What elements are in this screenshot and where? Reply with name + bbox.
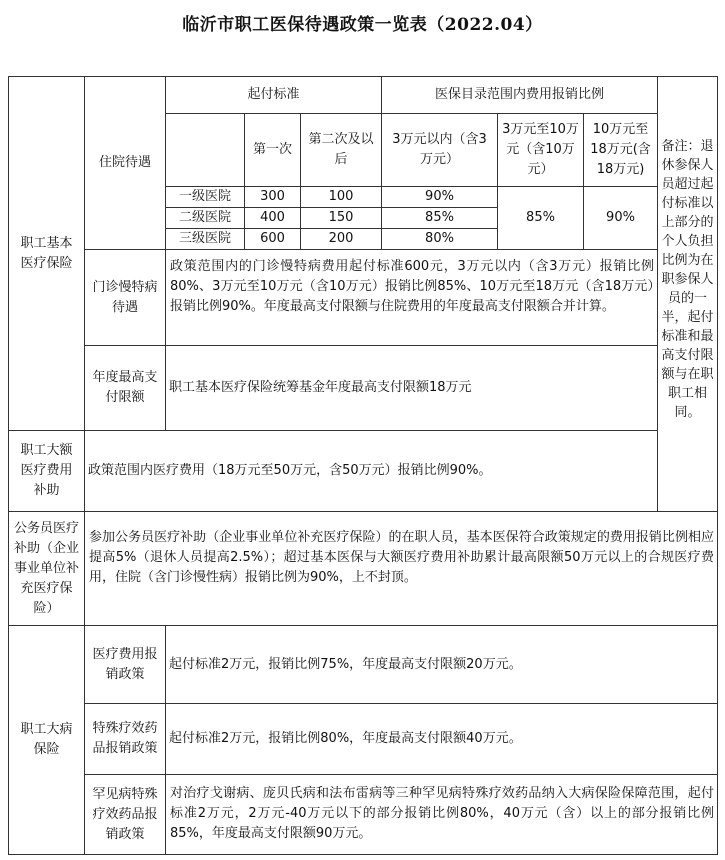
serious-rare-label-text: 罕见病特殊疗效药品报销政策 <box>92 786 158 842</box>
col-range2-header <box>497 113 584 187</box>
serious-medical-label-text: 医疗费用报销政策 <box>92 646 158 682</box>
deductible-header-text: 起付标准 <box>247 87 300 102</box>
level-name: 一级医院 <box>178 189 231 204</box>
col-second-header <box>300 113 382 187</box>
outpatient-label <box>84 249 166 346</box>
rate-value: 90% <box>425 189 454 204</box>
page-title: 临沂市职工医保待遇政策一览表（2022.04） <box>182 15 543 35</box>
table-row-level3-name <box>165 228 245 250</box>
inpatient-label <box>84 76 166 250</box>
section-large-subsidy <box>8 430 85 512</box>
table-row-level2-rate <box>381 207 498 229</box>
serious-medical-text-cell <box>165 625 718 704</box>
inpatient-label-text: 住院待遇 <box>98 155 151 170</box>
col-range3-text: 10万元至18万元(含18万元) <box>590 122 651 177</box>
outpatient-text-cell <box>165 249 658 346</box>
table-row-level3-second <box>300 228 382 250</box>
serious-rare-label <box>84 774 166 855</box>
col-first-header <box>244 113 301 187</box>
rate-10-18-value: 90% <box>606 210 635 225</box>
level-name: 三级医院 <box>178 231 231 246</box>
reimburse-header <box>381 76 658 114</box>
remark-cell <box>657 76 718 512</box>
remark-text: 备注：退休参保人员超过起付标准以上部分的个人负担比例为在职参保人员的一半，起付标准和最高支付限额与在职职工相同。 <box>661 138 714 420</box>
section-basic <box>8 76 85 431</box>
col-range3-header <box>583 113 658 187</box>
rate-3-10-value: 85% <box>526 210 555 225</box>
col-range1-header <box>381 113 498 187</box>
col-range1-text: 3万元以内（含3万元） <box>392 132 487 167</box>
rate-value: 85% <box>425 210 454 225</box>
rate-10-18-cell <box>583 186 658 250</box>
first-value: 400 <box>260 210 285 225</box>
section-basic-label: 职工基本医疗保险 <box>20 235 73 271</box>
large-subsidy-text: 政策范围内医疗费用（18万元至50万元，含50万元）报销比例90%。 <box>88 463 492 478</box>
serious-special-label <box>84 703 166 775</box>
annual-limit-text-cell <box>165 345 658 431</box>
serious-special-label-text: 特殊疗效药品报销政策 <box>92 721 158 756</box>
annual-limit-label-text: 年度最高支付限额 <box>92 370 158 405</box>
table-row-level1-rate <box>381 186 498 208</box>
level-name: 二级医院 <box>178 210 231 225</box>
large-subsidy-text-cell <box>84 430 658 512</box>
serious-special-text: 起付标准2万元，报销比例80%，年度最高支付限额40万元。 <box>169 731 522 746</box>
civil-servant-text-cell <box>84 511 718 626</box>
rate-3-10-cell <box>497 186 584 250</box>
section-serious-illness <box>8 625 85 855</box>
outpatient-text: 政策范围内的门诊慢特病费用起付标准600元，3万元以内（含3万元）报销比例80%、3万元至10万元（含10万元）报销比例85%、10万元至18万元（含18万元）报销比例90%。年度最高支付限额与住院费用的年度最高支付限额合并计算。 <box>170 259 654 314</box>
table-row-level1-name <box>165 186 245 208</box>
col-second-text: 第二次及以后 <box>308 132 374 167</box>
first-value: 600 <box>260 231 285 246</box>
second-value: 150 <box>328 210 354 225</box>
serious-medical-text: 起付标准2万元，报销比例75%，年度最高支付限额20万元。 <box>169 656 522 672</box>
table-row-level3-first <box>244 228 301 250</box>
serious-rare-text-cell <box>165 774 718 855</box>
serious-rare-text: 对治疗戈谢病、庞贝氏病和法布雷病等三种罕见病特殊疗效药品纳入大病保险保障范围，起付标准2万元，2万元-40万元以下的部分报销比例80%，40万元（含）以上的部分报销比例85%，年度最高支付限额90万元。 <box>170 786 714 841</box>
section-serious-illness-label: 职工大病保险 <box>20 722 73 757</box>
civil-servant-text: 参加公务员医疗补助（企业事业单位补充医疗保险）的在职人员，基本医保符合政策规定的费用报销比例相应提高5%（退休人员提高2.5%）；超过基本医保与大额医疗费用补助累计最高限额50万元以上的合规医疗费用，住院（含门诊慢性病）报销比例为90%，上不封顶。 <box>89 530 714 585</box>
section-large-subsidy-label: 职工大额医疗费用补助 <box>20 443 73 498</box>
deductible-header <box>165 76 382 114</box>
section-civil-servant <box>8 511 85 626</box>
col-range2-text: 3万元至10万元（含10万元） <box>502 122 579 177</box>
table-row-level2-name <box>165 207 245 229</box>
annual-limit-text: 职工基本医疗保险统筹基金年度最高支付限额18万元 <box>169 380 472 395</box>
col-first-text: 第一次 <box>252 142 292 157</box>
table-row-level1-first <box>244 186 301 208</box>
rate-value: 80% <box>425 231 454 246</box>
reimburse-header-text: 医保目录范围内费用报销比例 <box>434 87 604 102</box>
serious-medical-label <box>84 625 166 704</box>
annual-limit-label <box>84 345 166 431</box>
first-value: 300 <box>260 189 285 204</box>
table-row-level2-second <box>300 207 382 229</box>
second-value: 200 <box>328 231 354 246</box>
table-row-level1-second <box>300 186 382 208</box>
second-value: 100 <box>328 189 354 204</box>
serious-special-text-cell <box>165 703 718 775</box>
section-civil-servant-label: 公务员医疗补助（企业事业单位补充医疗保险） <box>13 520 79 616</box>
table-row-level3-rate <box>381 228 498 250</box>
table-row-level2-first <box>244 207 301 229</box>
outpatient-label-text: 门诊慢特病待遇 <box>92 279 158 315</box>
